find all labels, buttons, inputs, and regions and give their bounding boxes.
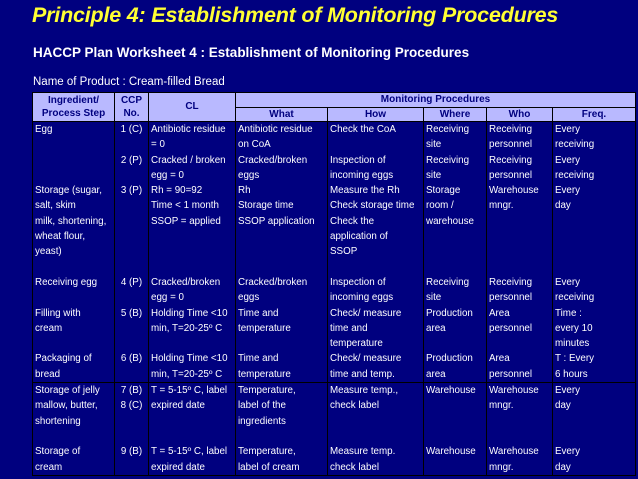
cell-line: 1 (C) (120, 124, 143, 135)
cell-line: 2 (P) (120, 154, 143, 166)
cell-line: Storage of (35, 446, 81, 458)
cell-line (117, 260, 146, 275)
cell-line (426, 244, 484, 259)
cell-line (238, 260, 325, 275)
cell-line: Warehouse (426, 385, 476, 397)
cell-line: day (555, 400, 571, 412)
cell-line (426, 260, 484, 275)
cell-line: receiving (555, 139, 595, 151)
cell-line: receiving (555, 292, 595, 304)
cell-line (117, 321, 146, 336)
cell-line: Warehouse (489, 446, 539, 458)
cell-line: eggs (238, 169, 260, 181)
cell-line: temperature (238, 368, 291, 380)
header-freq: Freq. (553, 107, 636, 122)
cell-line (555, 260, 633, 275)
cell-line: Every (555, 185, 581, 197)
cell-what (236, 122, 328, 383)
cell-line: Inspection of (330, 154, 386, 166)
cell-line: Antibiotic residue (238, 124, 313, 135)
cell-line: Receiving (489, 154, 533, 166)
cell-line: Warehouse (489, 385, 539, 397)
cell-line (117, 229, 146, 244)
cell-line: Warehouse (489, 185, 539, 197)
cell-line: T = 5-15º C, label (151, 385, 228, 397)
cell-line: application of (330, 231, 388, 243)
cell-line (555, 229, 633, 244)
cell-line (489, 229, 550, 244)
cell-line (151, 336, 233, 351)
header-ingredient: Ingredient/ Process Step (33, 93, 115, 122)
cell-line (555, 214, 633, 229)
cell-line: = 0 (151, 139, 165, 151)
header-who: Who (487, 107, 553, 122)
cell-line (426, 398, 484, 413)
cell-line: Receiving egg (35, 276, 98, 288)
cell-line: 9 (B) (120, 446, 143, 458)
cell-line: mngr. (489, 200, 514, 212)
cell-line: expired date (151, 461, 205, 473)
cell-where (424, 383, 487, 476)
cell-line (330, 260, 421, 275)
cell-line (117, 137, 146, 152)
cell-line: T : Every (555, 353, 595, 365)
cell-line: SSOP (330, 246, 358, 258)
cell-line (35, 336, 112, 351)
cell-line: personnel (489, 368, 533, 380)
cell-line: mngr. (489, 400, 514, 412)
cell-line: Area (489, 307, 510, 319)
cell-line: Receiving (426, 276, 470, 288)
cell-line: day (555, 200, 571, 212)
cell-line: min, T=20-25º C (151, 322, 223, 334)
cell-line (426, 414, 484, 429)
cell-line: eggs (238, 292, 260, 304)
cell-line (151, 244, 233, 259)
cell-line (330, 429, 421, 444)
cell-line: Egg (35, 124, 53, 135)
cell-line (330, 414, 421, 429)
cell-line: Packaging of (35, 353, 92, 365)
header-what: What (236, 107, 328, 122)
cell-line: Rh = 90=92 (151, 185, 203, 197)
cell-line: check label (330, 400, 380, 412)
cell-line: T = 5-15º C, label (151, 446, 228, 458)
cell-who (487, 383, 553, 476)
cell-line: egg = 0 (151, 169, 184, 181)
cell-line (35, 137, 112, 152)
cell-line: Every (555, 446, 581, 458)
header-cl: CL (149, 93, 236, 122)
cell-line: incoming eggs (330, 292, 394, 304)
cell-line: Temperature, (238, 446, 296, 458)
monitoring-table (32, 92, 636, 476)
cell-line: Check/ measure (330, 353, 402, 365)
cell-line (117, 214, 146, 229)
cell-line: Check/ measure (330, 307, 402, 319)
cell-line (117, 429, 146, 444)
cell-line: Check the (330, 215, 375, 227)
cell-line: 7 (B) (120, 385, 143, 397)
cell-line (426, 460, 484, 475)
cell-line (151, 429, 233, 444)
cell-line (238, 229, 325, 244)
cell-line: Every (555, 124, 581, 135)
cell-line: Storage of jelly (35, 385, 100, 397)
cell-line: area (426, 322, 446, 334)
cell-line (35, 260, 112, 275)
cell-line: Holding Time <10 (151, 353, 228, 365)
cell-line: Time and (238, 353, 279, 365)
cell-line: warehouse (426, 215, 474, 227)
cell-who (487, 122, 553, 383)
cell-line (238, 244, 325, 259)
cell-line: temperature (238, 322, 291, 334)
cell-line: Cracked/broken (238, 154, 308, 166)
cell-line: Rh (238, 185, 251, 197)
header-ccp: CCP No. (115, 93, 149, 122)
cell-line (238, 336, 325, 351)
cell-line: Receiving (426, 124, 470, 135)
cell-line: check label (330, 461, 380, 473)
cell-line (489, 244, 550, 259)
cell-line: ingredients (238, 415, 286, 427)
cell-line: day (555, 461, 571, 473)
cell-line: Inspection of (330, 276, 386, 288)
cell-ingredient (33, 383, 115, 476)
cell-ingredient (33, 122, 115, 383)
cell-line (426, 336, 484, 351)
cell-line: personnel (489, 292, 533, 304)
cell-line: Cracked/broken (238, 276, 308, 288)
cell-line: Time : (555, 307, 582, 319)
cell-where (424, 122, 487, 383)
cell-cl (149, 122, 236, 383)
cell-line: mallow, butter, (35, 400, 98, 412)
cell-line (35, 153, 112, 168)
cell-line (330, 137, 421, 152)
cell-line: label of cream (238, 461, 300, 473)
cell-how (328, 383, 424, 476)
cell-line: mngr. (489, 461, 514, 473)
cell-line (489, 214, 550, 229)
cell-line: incoming eggs (330, 169, 394, 181)
cell-line: SSOP application (238, 215, 315, 227)
cell-line: label of the (238, 400, 286, 412)
cell-ccp (115, 383, 149, 476)
cell-line (489, 260, 550, 275)
cell-line: Cracked / broken (151, 154, 226, 166)
cell-line: salt, skim (35, 200, 76, 212)
header-monitoring: Monitoring Procedures (236, 93, 636, 108)
cell-line: cream (35, 461, 63, 473)
cell-line: Measure temp., (330, 385, 399, 397)
cell-line: Receiving (426, 154, 470, 166)
cell-line (555, 244, 633, 259)
cell-freq (553, 122, 636, 383)
cell-line: on CoA (238, 139, 271, 151)
cell-line: time and (330, 322, 368, 334)
cell-line (35, 168, 112, 183)
cell-line: cream (35, 322, 63, 334)
cell-line: Receiving (489, 276, 533, 288)
cell-line (555, 429, 633, 444)
cell-line (35, 429, 112, 444)
cell-line: 5 (B) (120, 307, 143, 319)
cell-line: min, T=20-25º C (151, 368, 223, 380)
cell-ccp (115, 122, 149, 383)
cell-line (117, 168, 146, 183)
cell-line: Receiving (489, 124, 533, 135)
cell-line: room / (426, 200, 454, 212)
cell-line: Every (555, 276, 581, 288)
cell-line: minutes (555, 338, 590, 350)
table-body (33, 122, 636, 476)
cell-line (117, 460, 146, 475)
cell-line (117, 336, 146, 351)
cell-line: 3 (P) (120, 185, 143, 197)
cell-line: milk, shortening, (35, 215, 107, 227)
cell-line: SSOP = applied (151, 215, 221, 227)
cell-line (117, 198, 146, 213)
cell-freq (553, 383, 636, 476)
cell-line: temperature (330, 338, 383, 350)
cell-line: wheat flour, (35, 231, 86, 243)
cell-line: Check the CoA (330, 124, 396, 135)
cell-line: Time < 1 month (151, 200, 219, 212)
cell-line: site (426, 292, 442, 304)
slide-title: Principle 4: Establishment of Monitoring Procedures (32, 3, 559, 27)
cell-line: Warehouse (426, 446, 476, 458)
cell-line: Storage (sugar, (35, 185, 102, 197)
cell-line (151, 229, 233, 244)
cell-line (489, 414, 550, 429)
cell-line: Check storage time (330, 200, 415, 212)
cell-line: time and temp. (330, 368, 395, 380)
cell-line: Storage (426, 185, 461, 197)
cell-cl (149, 383, 236, 476)
cell-line: Temperature, (238, 385, 296, 397)
cell-line (117, 244, 146, 259)
cell-line: shortening (35, 415, 81, 427)
cell-line: Storage time (238, 200, 294, 212)
cell-line (35, 290, 112, 305)
cell-line: Measure temp. (330, 446, 396, 458)
cell-line: 4 (P) (120, 276, 143, 288)
cell-line (426, 429, 484, 444)
cell-line: expired date (151, 400, 205, 412)
cell-line: site (426, 169, 442, 181)
header-where: Where (424, 107, 487, 122)
cell-line: personnel (489, 322, 533, 334)
cell-line: Time and (238, 307, 279, 319)
cell-line (489, 336, 550, 351)
cell-how (328, 122, 424, 383)
cell-line: area (426, 368, 446, 380)
cell-line: Production (426, 353, 473, 365)
cell-line: Antibiotic residue (151, 124, 226, 135)
cell-line: site (426, 139, 442, 151)
cell-line: 6 hours (555, 368, 588, 380)
cell-line: bread (35, 368, 61, 380)
cell-line: Filling with (35, 307, 81, 319)
cell-line: personnel (489, 169, 533, 181)
cell-line: Area (489, 353, 510, 365)
header-how: How (328, 107, 424, 122)
cell-what (236, 383, 328, 476)
cell-line: Every (555, 385, 581, 397)
cell-line (489, 429, 550, 444)
cell-line: every 10 (555, 322, 593, 334)
cell-line: Holding Time <10 (151, 307, 228, 319)
cell-line: receiving (555, 169, 595, 181)
cell-line: Measure the Rh (330, 185, 400, 197)
product-name: Name of Product : Cream-filled Bread (33, 76, 225, 88)
cell-line (117, 367, 146, 382)
cell-line (117, 414, 146, 429)
cell-line: yeast) (35, 246, 62, 258)
cell-line (426, 229, 484, 244)
table-row (33, 122, 636, 383)
worksheet-subtitle: HACCP Plan Worksheet 4 : Establishment of Monitoring Procedures (33, 45, 470, 60)
cell-line (238, 429, 325, 444)
cell-line: Production (426, 307, 473, 319)
cell-line: Cracked/broken (151, 276, 221, 288)
cell-line (117, 290, 146, 305)
cell-line (151, 260, 233, 275)
cell-line: personnel (489, 139, 533, 151)
cell-line: 8 (C) (120, 400, 143, 412)
cell-line: egg = 0 (151, 292, 184, 304)
cell-line (555, 414, 633, 429)
table-row (33, 383, 636, 476)
cell-line: 6 (B) (120, 353, 143, 365)
cell-line: Every (555, 154, 581, 166)
cell-line (151, 414, 233, 429)
